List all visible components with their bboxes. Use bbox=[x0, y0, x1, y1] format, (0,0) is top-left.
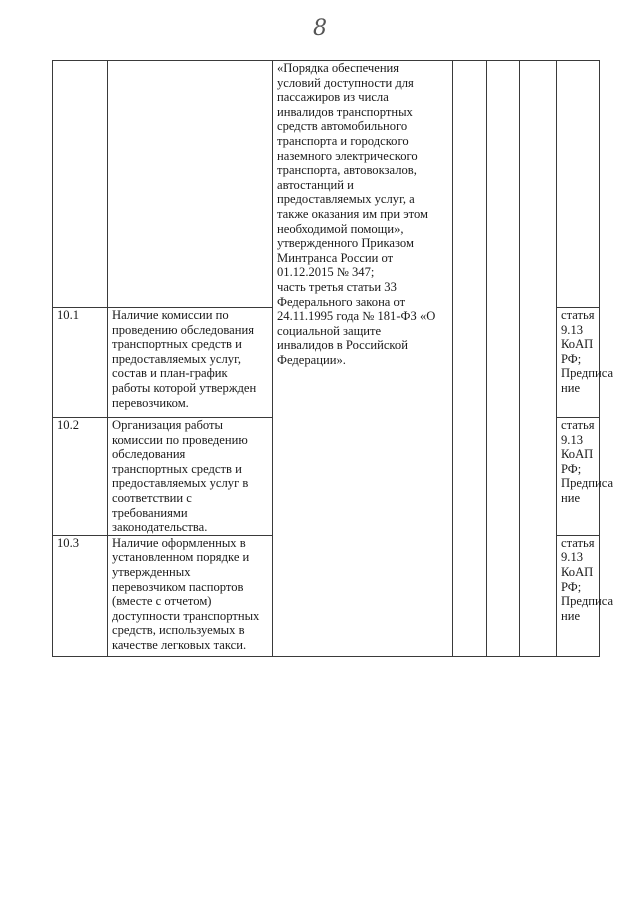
sanction-cell: статья 9.13 КоАП РФ; Предписа ние bbox=[557, 535, 600, 656]
answer-yes-cell bbox=[453, 61, 487, 657]
legal-basis-cell: «Порядка обеспечения условий доступности для пассажиров из числа инвалидов транспортных средств автомобильного транспорта и городского наземного электрического транспорта, автовокзалов, автостанций и предоставляемых услуг, а также оказания им при этом необходимой помощи», утвержденного Приказом Минтранса России от 01.12.2015 № 347; часть третья статьи 33 Федерального закона от 24.11.1995 года № 181-ФЗ «О социальной защите инвалидов в Российской Федерации». bbox=[273, 61, 453, 657]
answer-na-cell bbox=[520, 61, 557, 657]
requirement-cell: Организация работы комиссии по проведению обследования транспортных средств и предоставляемых услуг в соответствии с требованиями законодательства. bbox=[108, 418, 273, 536]
sanction-cell bbox=[557, 61, 600, 308]
requirement-cell bbox=[108, 61, 273, 308]
number-cell: 10.3 bbox=[53, 535, 108, 656]
answer-no-cell bbox=[487, 61, 520, 657]
number-cell bbox=[53, 61, 108, 308]
requirements-table bbox=[52, 60, 614, 657]
sanction-cell: статья 9.13 КоАП РФ; Предписа ние bbox=[557, 418, 600, 536]
requirement-cell: Наличие комиссии по проведению обследования транспортных средств и предоставляемых услуг, состав и план-график работы которой утвержден перевозчиком. bbox=[108, 308, 273, 418]
requirement-cell: Наличие оформленных в установленном порядке и утвержденных перевозчиком паспортов (вместе с отчетом) доступности транспортных средств, используемых в качестве легковых такси. bbox=[108, 535, 273, 656]
number-cell: 10.2 bbox=[53, 418, 108, 536]
number-cell: 10.1 bbox=[53, 308, 108, 418]
page-number: 8 bbox=[313, 16, 327, 41]
table-row-continuation bbox=[53, 61, 600, 308]
sanction-cell: статья 9.13 КоАП РФ; Предписа ние bbox=[557, 308, 600, 418]
